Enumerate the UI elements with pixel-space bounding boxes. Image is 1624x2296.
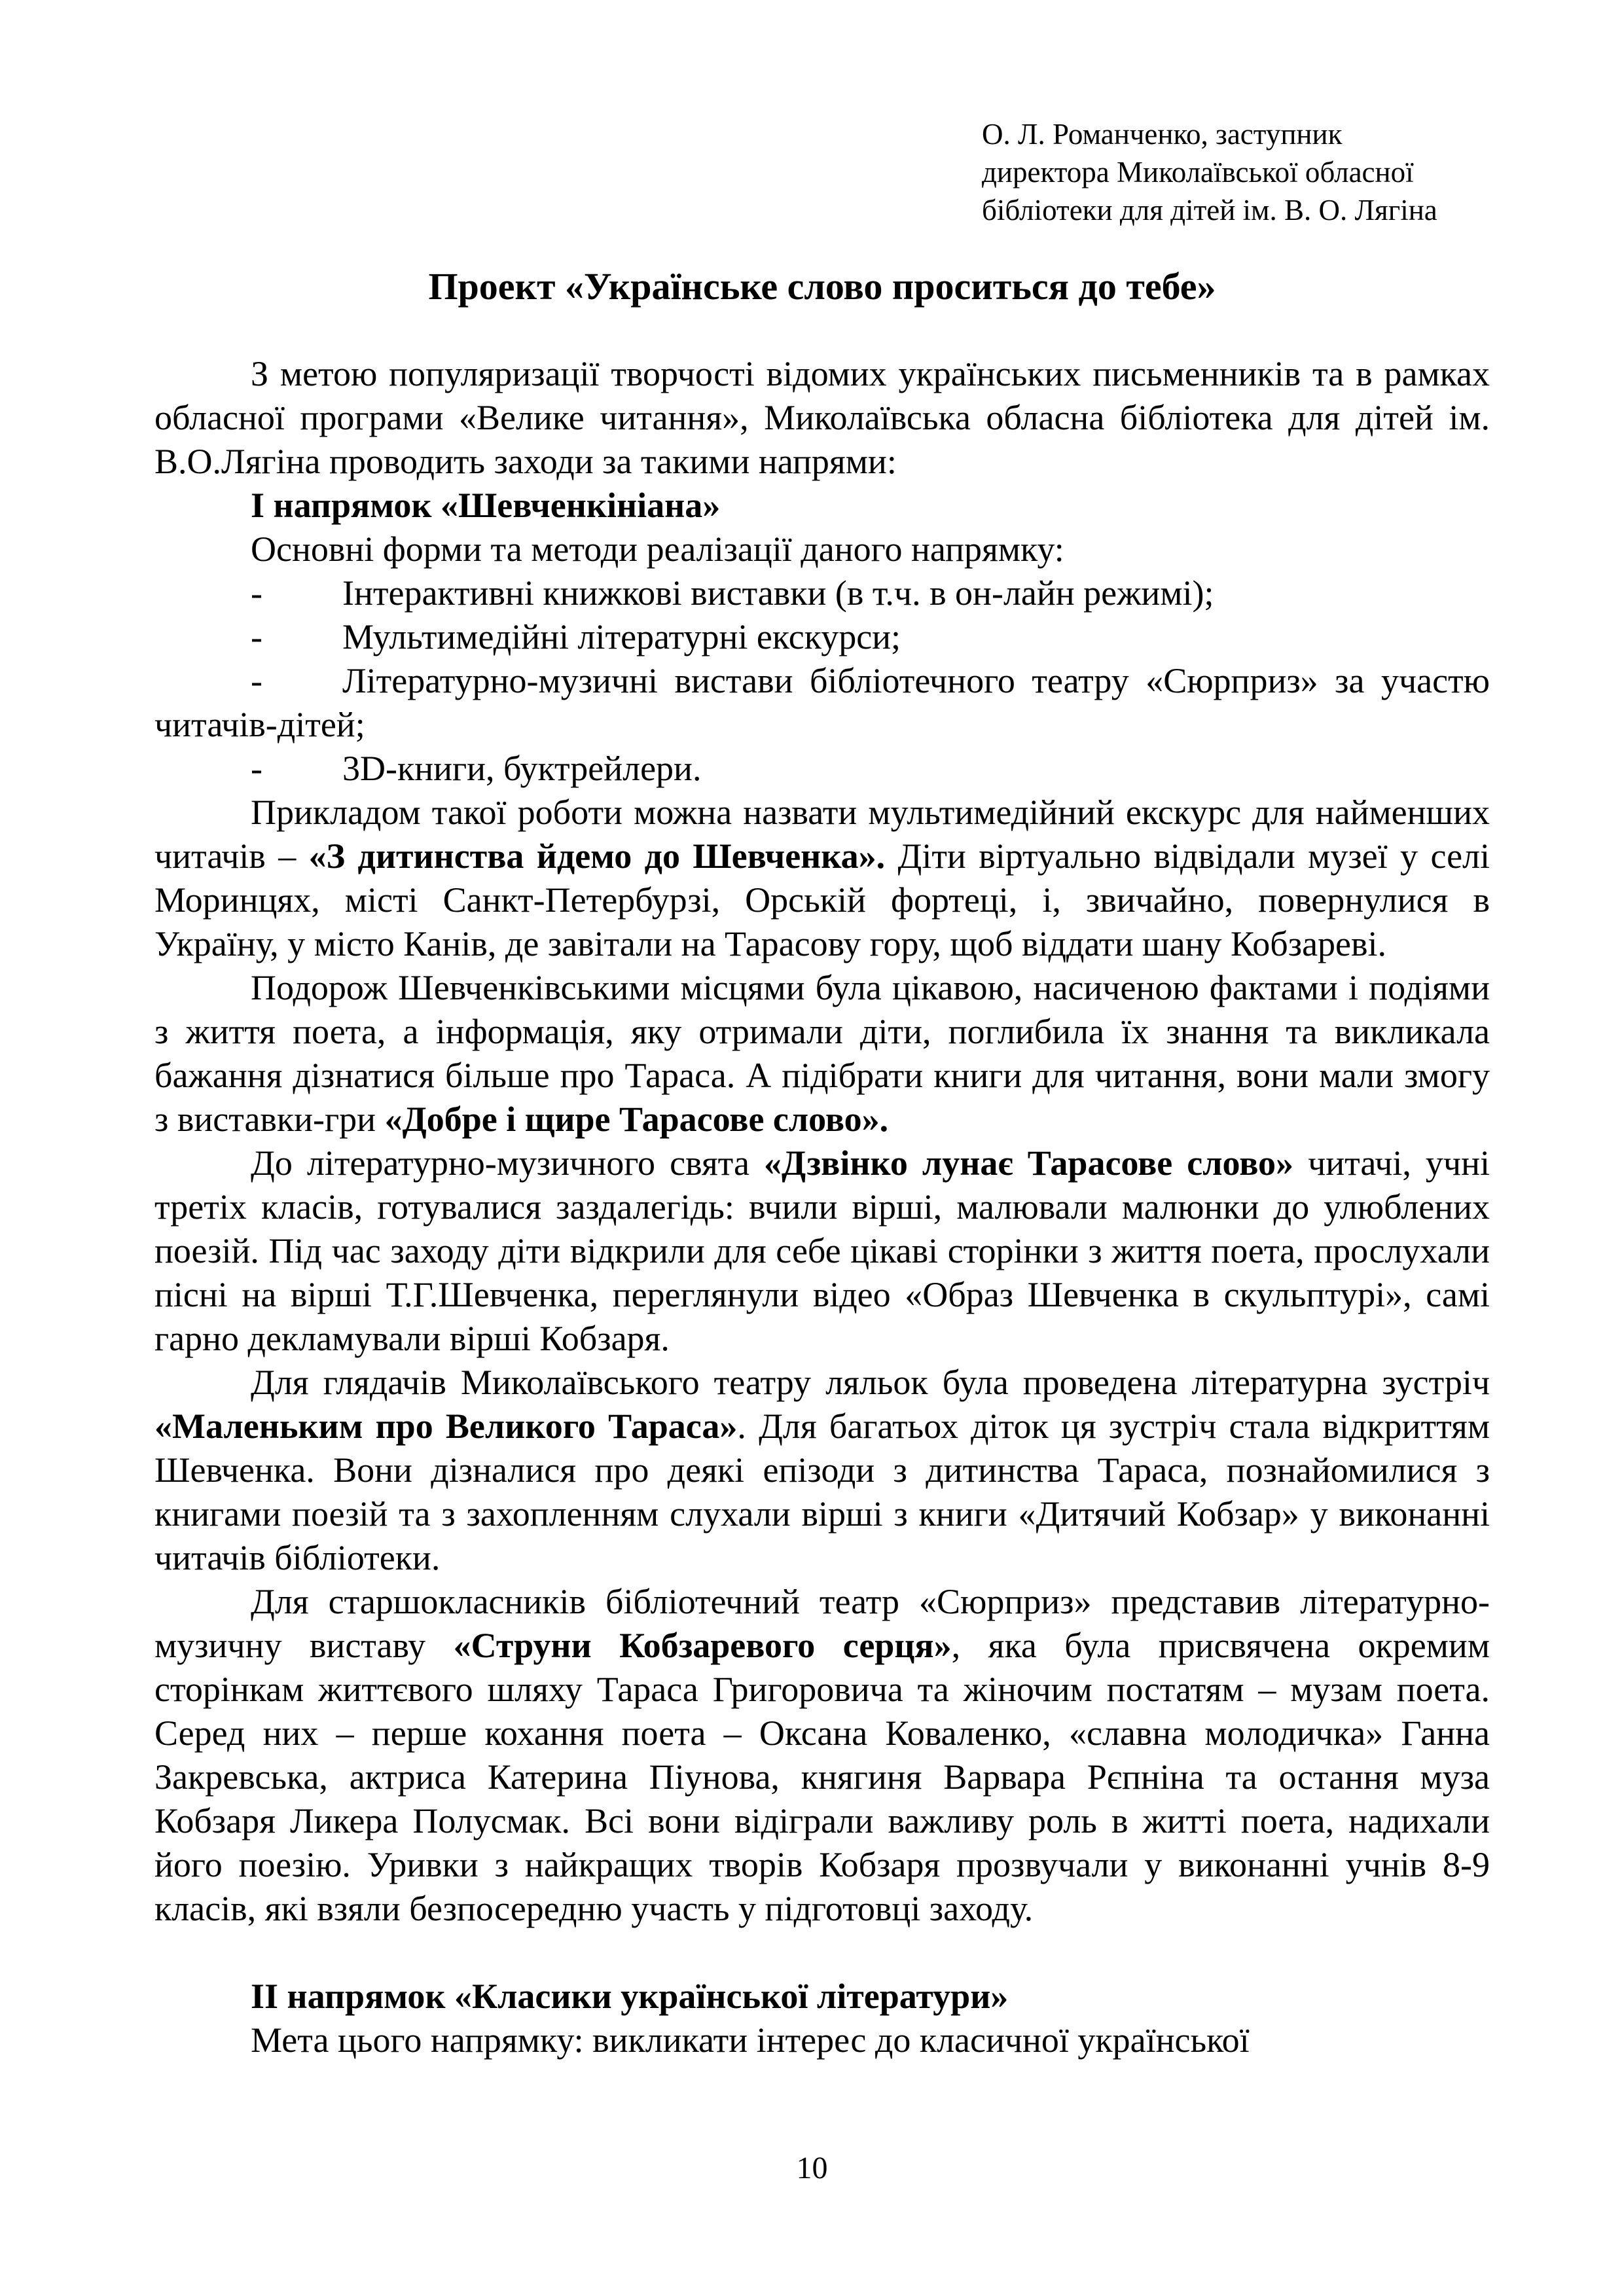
paragraph-text: Подорож Шевченківськими місцями була цікавою, насиченою фактами і подіями з життя поета, а інформація, яку отримали діти, поглибила їх знання та викликала бажання дізнатися більше про Тараса. А підібрати книги для читання, вони мали змогу з виставки-гри	[154, 968, 1490, 1139]
body-paragraph: Мета цього напрямку: викликати інтерес до класичної української	[251, 2020, 1250, 2060]
list-item	[154, 571, 1490, 615]
section-heading: І напрямок «Шевченкініана»	[251, 486, 721, 525]
bullet-dash: -	[251, 749, 262, 788]
list-item-text: Літературно-музичні вистави бібліотечного театру «Сюрприз» за участю читачів-дітей;	[154, 661, 1490, 744]
author-line: О. Л. Романченко, заступник	[982, 118, 1343, 151]
event-title: «Дзвінко лунає Тарасове слово»	[763, 1143, 1293, 1183]
paragraph-text: Для глядачів Миколаївського театру ляльок була проведена літературна зустріч	[251, 1363, 1490, 1402]
list-item-text: 3D-книги, буктрейлери.	[342, 749, 702, 788]
section-heading: ІІ напрямок «Класики української літератури»	[251, 1977, 1009, 2016]
body-paragraph	[154, 1141, 1490, 1361]
bullet-dash: -	[251, 573, 262, 613]
paragraph-text: . Для багатьох діток ця зустріч стала відкриттям Шевченка. Вони дізналися про деякі епізоди з дитинства Тараса, познайомилися з книгами поезій та з захопленням слухали вірші з книги «Дитячий Кобзар» у виконанні читачів бібліотеки.	[154, 1407, 1490, 1577]
list-item-text: Мультимедійні літературні екскурси;	[342, 617, 901, 656]
list-item	[154, 615, 1490, 659]
paragraph-text: Для старшокласників бібліотечний театр «Сюрприз» представив літературно-музичну виставу	[154, 1582, 1490, 1665]
list-item-text: Інтерактивні книжкові виставки (в т.ч. в он-лайн режимі);	[342, 573, 1214, 613]
event-title: «Струни Кобзаревого серця»	[453, 1626, 952, 1665]
author-line: директора Миколаївської обласної	[982, 156, 1414, 188]
body-paragraph	[154, 966, 1490, 1141]
bullet-dash: -	[251, 617, 262, 656]
event-title: «Добре і щире Тарасове слово».	[384, 1100, 889, 1139]
paragraph-text: Діти віртуально відвідали музеї у селі Моринцях, місті Санкт-Петербурзі, Орській фортеці, і, звичайно, повернулися в Україну, у місто Канів, де завітали на Тарасову гору, щоб віддати шану Кобзареві.	[154, 836, 1490, 963]
document-title: Проект «Українське слово проситься до тебе»	[428, 265, 1216, 308]
bullet-dash: -	[251, 661, 262, 700]
document-body	[154, 352, 1490, 2062]
author-block	[982, 115, 1571, 229]
body-paragraph	[154, 1580, 1490, 1931]
list-item	[154, 659, 1490, 747]
event-title: «Маленьким про Великого Тараса»	[154, 1407, 738, 1446]
list-item	[154, 747, 1490, 791]
paragraph-text: Прикладом такої роботи можна назвати мультимедійний екскурс для найменших читачів –	[154, 793, 1490, 876]
paragraph-text: , яка була присвячена окремим сторінкам життєвого шляху Тараса Григоровича та жіночим постатям – музам поета. Серед них – перше кохання поета – Оксана Коваленко, «славна молодичка» Ганна Закревська, актриса Катерина Піунова, княгиня Варвара Рєпніна та остання муза Кобзаря Ликера Полусмак. Всі вони відіграли важливу роль в житті поета, надихали його поезію. Уривки з найкращих творів Кобзаря прозвучали у виконанні учнів 8-9 класів, які взяли безпосередню участь у підготовці заходу.	[154, 1626, 1490, 1928]
forms-intro: Основні форми та методи реалізації даного напрямку:	[251, 529, 1064, 569]
paragraph-text: До літературно-музичного свята	[251, 1143, 764, 1183]
body-paragraph	[154, 1361, 1490, 1580]
author-line: бібліотеки для дітей ім. В. О. Лягіна	[982, 194, 1437, 226]
body-paragraph	[154, 791, 1490, 966]
paragraph-text: читачі, учні третіх класів, готувалися заздалегідь: вчили вірші, малювали малюнки до улюблених поезій. Під час заходу діти відкрили для себе цікаві сторінки з життя поета, прослухали пісні на вірші Т.Г.Шевченка, переглянули відео «Образ Шевченка в скульптурі», самі гарно декламували вірші Кобзаря.	[154, 1143, 1490, 1358]
intro-paragraph: З метою популяризації творчості відомих українських письменників та в рамках обласної програми «Велике читання», Миколаївська обласна бібліотека для дітей ім. В.О.Лягіна проводить заходи за такими напрями:	[154, 354, 1490, 481]
page-number: 10	[796, 2151, 828, 2185]
event-title: «З дитинства йдемо до Шевченка».	[308, 836, 886, 876]
